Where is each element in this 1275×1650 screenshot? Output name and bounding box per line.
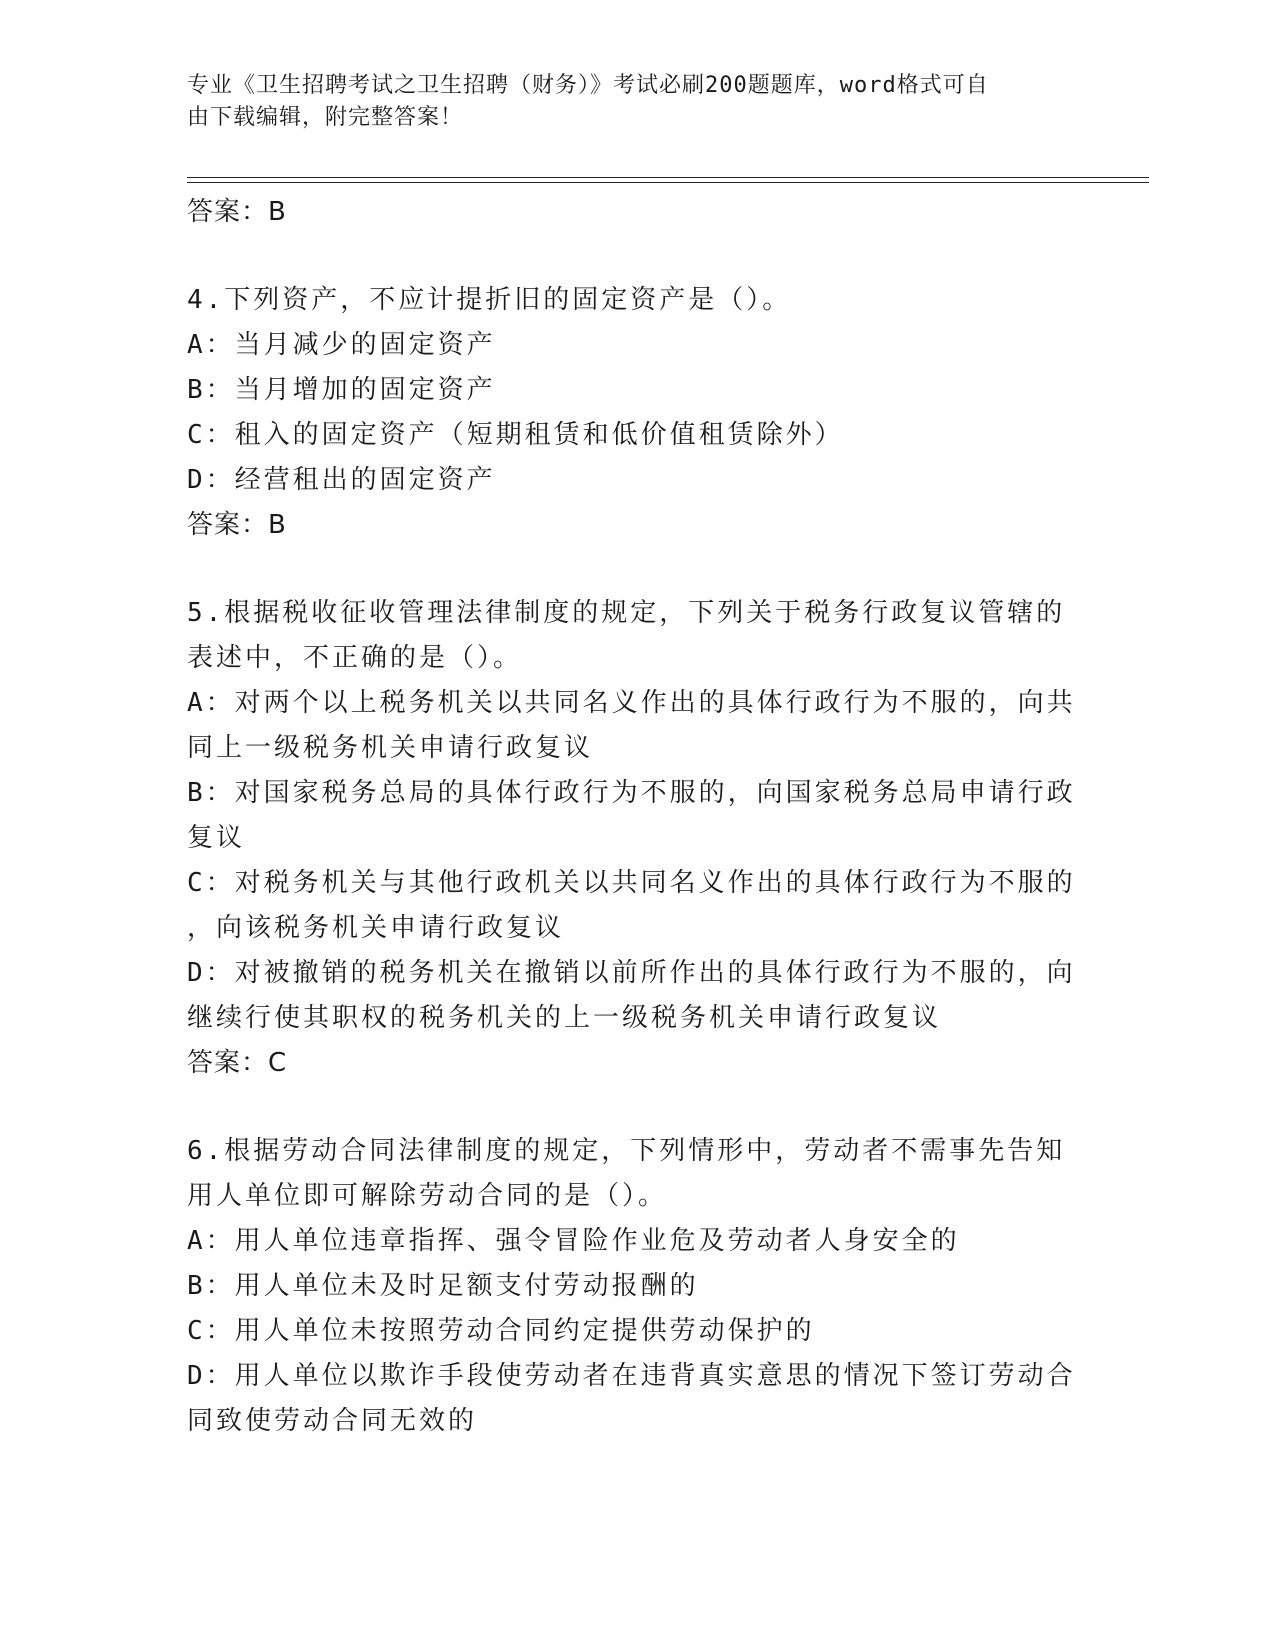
option-a: A：当月减少的固定资产 bbox=[187, 330, 496, 360]
option-a: A：用人单位违章指挥、强令冒险作业危及劳动者人身安全的 bbox=[187, 1226, 960, 1256]
option-a-line-2: 同上一级税务机关申请行政复议 bbox=[187, 733, 594, 763]
header-divider-top bbox=[187, 177, 1149, 178]
question-title: 4.下列资产，不应计提折旧的固定资产是（）。 bbox=[187, 285, 792, 315]
option-b: B：用人单位未及时足额支付劳动报酬的 bbox=[187, 1271, 699, 1301]
header-line-2: 由下载编辑，附完整答案！ bbox=[187, 105, 464, 130]
question-title-line-1: 6.根据劳动合同法律制度的规定，下列情形中，劳动者不需事先告知 bbox=[187, 1136, 1066, 1166]
option-b-line-2: 复议 bbox=[187, 823, 246, 853]
header-line-1: 专业《卫生招聘考试之卫生招聘（财务）》考试必刷200题题库，word格式可自 bbox=[187, 73, 989, 98]
header-divider-bottom bbox=[187, 182, 1149, 183]
option-d-line-2: 同致使劳动合同无效的 bbox=[187, 1406, 478, 1436]
document-header bbox=[187, 70, 1067, 134]
option-d-line-1: D：用人单位以欺诈手段使劳动者在违背真实意思的情况下签订劳动合 bbox=[187, 1361, 1076, 1391]
option-a-line-1: A：对两个以上税务机关以共同名义作出的具体行政行为不服的，向共 bbox=[187, 688, 1076, 718]
option-b: B：当月增加的固定资产 bbox=[187, 375, 496, 405]
option-c: C：租入的固定资产（短期租赁和低价值租赁除外） bbox=[187, 420, 844, 450]
option-d-line-1: D：对被撤销的税务机关在撤销以前所作出的具体行政行为不服的，向 bbox=[187, 958, 1076, 988]
option-c: C：用人单位未按照劳动合同约定提供劳动保护的 bbox=[187, 1316, 815, 1346]
option-c-line-1: C：对税务机关与其他行政机关以共同名义作出的具体行政行为不服的 bbox=[187, 868, 1076, 898]
question-5 bbox=[187, 591, 1087, 1085]
answer-line: 答案：B bbox=[187, 510, 287, 540]
option-b-line-1: B：对国家税务总局的具体行政行为不服的，向国家税务总局申请行政 bbox=[187, 778, 1076, 808]
question-4 bbox=[187, 278, 1087, 547]
question-title-line-2: 用人单位即可解除劳动合同的是（）。 bbox=[187, 1181, 668, 1211]
option-d: D：经营租出的固定资产 bbox=[187, 465, 496, 495]
answer-line: 答案：B bbox=[187, 197, 287, 227]
question-title-line-1: 5.根据税收征收管理法律制度的规定，下列关于税务行政复议管辖的 bbox=[187, 598, 1066, 628]
option-c-line-2: ，向该税务机关申请行政复议 bbox=[187, 913, 565, 943]
answer-line: 答案：C bbox=[187, 1048, 288, 1078]
option-d-line-2: 继续行使其职权的税务机关的上一级税务机关申请行政复议 bbox=[187, 1003, 942, 1033]
question-title-line-2: 表述中，不正确的是（）。 bbox=[187, 643, 523, 673]
document-body bbox=[187, 190, 1087, 1444]
question-6 bbox=[187, 1129, 1087, 1444]
